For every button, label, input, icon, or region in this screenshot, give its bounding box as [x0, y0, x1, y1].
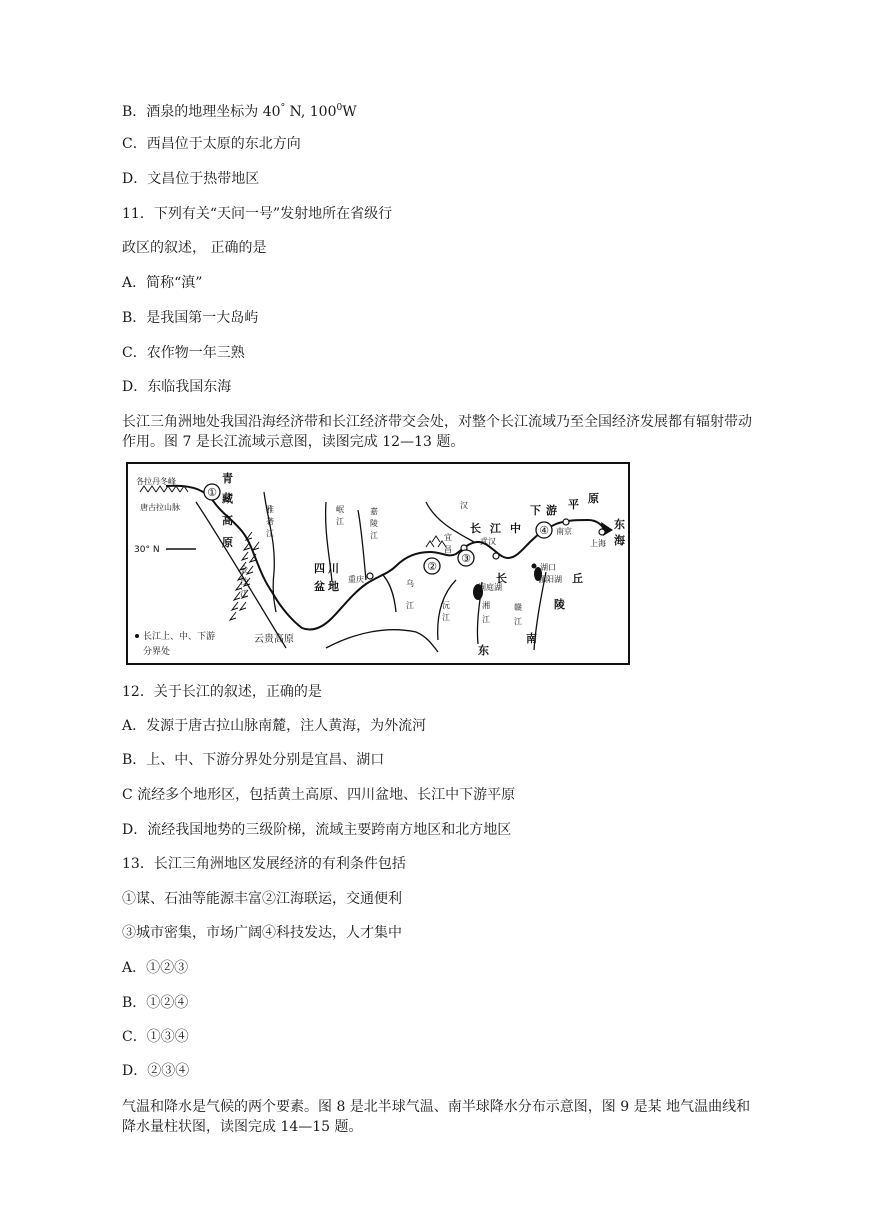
- q13-stem: 13．长江三角洲地区发展经济的有利条件包括: [122, 856, 406, 872]
- svg-text:长: 长: [470, 522, 481, 535]
- nanjing-label: 南京: [556, 527, 572, 536]
- legend-line1: 长江上、中、下游: [143, 632, 216, 642]
- q13-item2: ③城市密集，市场广阔④科技发达，人才集中: [122, 925, 402, 941]
- q12-option-d: D．流经我国地势的三级阶梯，流域主要跨南方地区和北方地区: [122, 822, 512, 838]
- svg-text:长: 长: [496, 572, 507, 585]
- yangtze-basin-map: [126, 462, 630, 665]
- q10-option-c: C．西昌位于太原的东北方向: [122, 136, 301, 152]
- svg-text:嘉: 嘉: [370, 507, 378, 516]
- q10-option-d: D．文昌位于热带地区: [122, 171, 260, 187]
- q12-option-a: A．发源于唐古拉山脉南麓，注人黄海，为外流河: [122, 718, 427, 734]
- svg-text:南: 南: [526, 632, 537, 645]
- svg-text:汉: 汉: [460, 501, 468, 510]
- marker-3: ③: [461, 552, 471, 565]
- intro-14-15: 气温和降水是气候的两个要素。图 8 是北半球气温、南半球降水分布示意图，图 9 是某 地气温曲线和降水量柱状图，读图完成 14—15 题。: [122, 1099, 751, 1135]
- svg-text:雅: 雅: [266, 505, 274, 514]
- hukou-label: 湖口: [540, 563, 556, 572]
- svg-text:藏: 藏: [222, 492, 233, 505]
- svg-text:湘: 湘: [482, 601, 490, 610]
- svg-text:江: 江: [240, 589, 248, 598]
- svg-text:宜: 宜: [444, 533, 452, 542]
- svg-text:原: 原: [222, 536, 233, 549]
- svg-text:江: 江: [266, 529, 274, 538]
- svg-text:平: 平: [568, 498, 579, 511]
- q11-stem-line1: 11．下列有关“天问一号”发射地所在省级行: [122, 206, 393, 222]
- svg-text:东: 东: [614, 518, 625, 531]
- svg-text:四: 四: [314, 562, 325, 575]
- svg-text:中: 中: [510, 522, 521, 535]
- svg-text:江: 江: [442, 613, 450, 622]
- svg-text:江: 江: [370, 531, 378, 540]
- q10-option-b: B．酒泉的地理坐标为 40° N, $100^0W$: [122, 103, 357, 120]
- q11-option-a: A．简称“滇”: [122, 275, 203, 291]
- chongqing-label: 重庆: [348, 575, 364, 584]
- svg-text:游: 游: [546, 504, 557, 517]
- svg-text:下: 下: [530, 504, 541, 517]
- wuhan-label: 武汉: [480, 537, 496, 546]
- svg-text:江: 江: [406, 601, 414, 610]
- svg-text:原: 原: [588, 492, 599, 505]
- svg-text:地: 地: [328, 580, 339, 593]
- marker-4: ④: [539, 524, 549, 537]
- svg-text:陵: 陵: [370, 519, 378, 528]
- svg-text:青: 青: [222, 472, 233, 485]
- legend-line2: 分界处: [143, 647, 171, 657]
- dongting-label: 洞庭湖: [478, 583, 502, 592]
- svg-text:江: 江: [482, 615, 490, 624]
- svg-text:岷: 岷: [336, 505, 344, 514]
- marker-1: ①: [207, 486, 217, 499]
- q11-stem-line2: 政区的叙述， 正确的是: [122, 240, 267, 256]
- marker-2: ②: [427, 560, 437, 573]
- svg-text:陵: 陵: [554, 598, 565, 611]
- svg-text:盆: 盆: [314, 580, 325, 593]
- q12-option-c: C 流经多个地形区，包括黄土高原、四川盆地、长江中下游平原: [122, 787, 516, 803]
- q13-option-b: B．①②④: [122, 995, 189, 1011]
- shanghai-label: 上海: [590, 539, 606, 548]
- svg-text:江: 江: [336, 517, 344, 526]
- svg-text:海: 海: [614, 534, 625, 547]
- q13-option-d: D．②③④: [122, 1063, 190, 1079]
- svg-text:江: 江: [514, 617, 522, 626]
- svg-text:赣: 赣: [514, 603, 522, 612]
- q11-option-d: D．东临我国东海: [122, 379, 232, 395]
- svg-text:昌: 昌: [444, 545, 452, 554]
- q13-item1: ①谋、石油等能源丰富②江海联运，交通便利: [122, 891, 402, 907]
- svg-text:丘: 丘: [572, 572, 583, 585]
- q11-option-c: C．农作物一年三熟: [122, 345, 245, 361]
- svg-text:川: 川: [328, 562, 339, 575]
- svg-text:金: 金: [240, 565, 248, 574]
- q13-option-c: C．①③④: [122, 1029, 189, 1045]
- mountain-label: 唐古拉山脉: [140, 503, 180, 512]
- q12-stem: 12．关于长江的叙述，正确的是: [122, 684, 322, 700]
- q13-option-a: A．①②③: [122, 960, 189, 976]
- peak-label: 各拉丹冬峰: [136, 477, 176, 486]
- svg-text:高: 高: [222, 514, 233, 527]
- intro-12-13: 长江三角洲地处我国沿海经济带和长江经济带交会处，对整个长江流域乃至全国经济发展都有辐射带动作用。图 7 是长江流域示意图，读图完成 12—13 题。: [122, 414, 752, 450]
- svg-text:江: 江: [490, 522, 501, 535]
- svg-text:乌: 乌: [406, 579, 414, 588]
- svg-text:东: 东: [478, 644, 489, 657]
- poyang-label: 鄱阳湖: [538, 575, 562, 584]
- q12-option-b: B．上、中、下游分界处分别是宜昌、湖口: [122, 752, 385, 768]
- svg-text:沅: 沅: [442, 601, 450, 610]
- svg-text:砻: 砻: [266, 517, 274, 526]
- svg-text:沙: 沙: [240, 577, 248, 586]
- yungui-label: 云贵高原: [254, 634, 294, 645]
- q11-option-b: B．是我国第一大岛屿: [122, 310, 259, 326]
- lat-label: 30° N: [134, 545, 160, 555]
